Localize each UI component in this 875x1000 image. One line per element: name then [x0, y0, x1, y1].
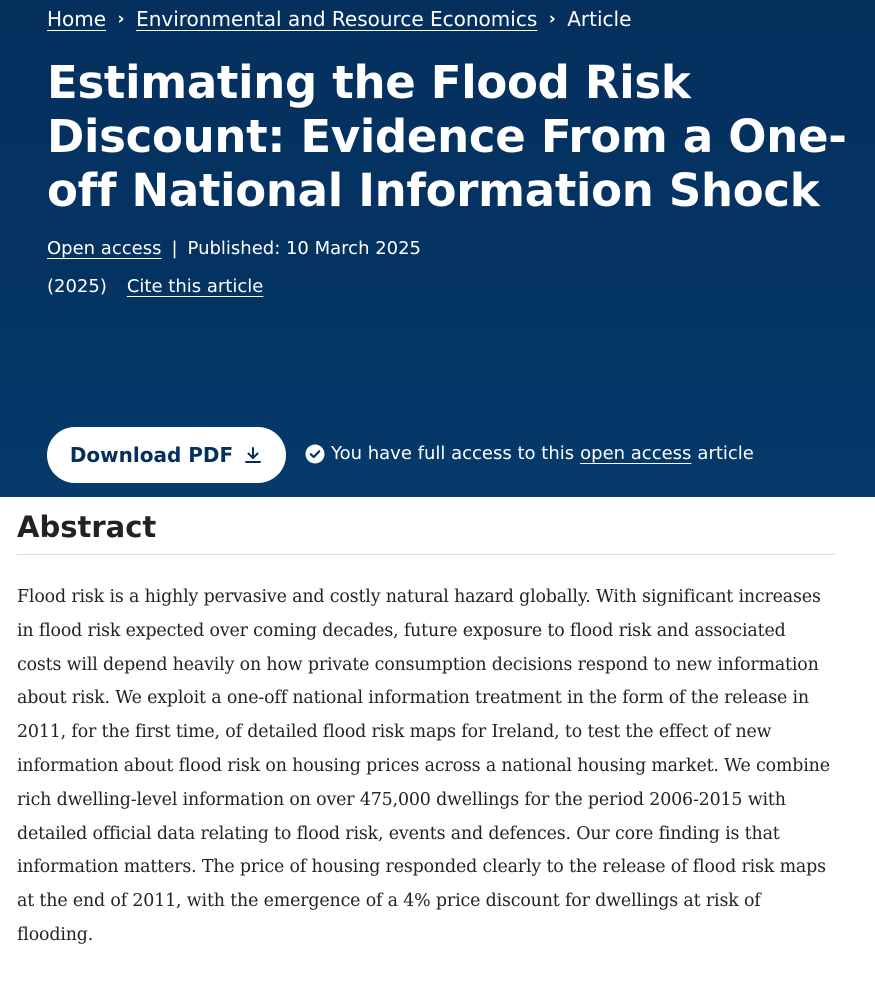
- chevron-right-icon: ›: [117, 9, 125, 29]
- download-pdf-button[interactable]: [47, 427, 286, 483]
- article-citation-row: [47, 275, 263, 299]
- breadcrumb-journal-link[interactable]: Environmental and Resource Economics: [136, 7, 538, 31]
- breadcrumb: [47, 5, 631, 33]
- access-note: [305, 441, 754, 467]
- chevron-right-icon: ›: [548, 9, 556, 29]
- article-meta: [47, 237, 421, 261]
- published-date: Published: 10 March 2025: [187, 238, 422, 259]
- breadcrumb-home-link[interactable]: Home: [47, 7, 107, 31]
- open-access-link[interactable]: Open access: [47, 238, 162, 259]
- breadcrumb-current: Article: [567, 7, 632, 31]
- abstract-section: [17, 507, 835, 953]
- article-header: [0, 0, 875, 497]
- download-icon: [243, 445, 263, 465]
- access-note-prefix: You have full access to this: [331, 443, 575, 464]
- article-title: Estimating the Flood Risk Discount: Evidence From a One-off National Information Shock: [47, 56, 847, 217]
- check-circle-icon: [305, 444, 325, 464]
- download-pdf-label: Download PDF: [69, 443, 234, 467]
- abstract-heading: Abstract: [17, 507, 835, 555]
- meta-separator: |: [171, 238, 178, 259]
- abstract-text: Flood risk is a highly pervasive and costly natural hazard globally. With significant increases in flood risk expected over coming decades, future exposure to flood risk and associated costs will depend heavily on how private consumption decisions respond to new information about risk. We exploit a one-off national information treatment in the form of the release in 2011, for the first time, of detailed flood risk maps for Ireland, to test the effect of new information about flood risk on housing prices across a national housing market. We combine rich dwelling-level information on over 475,000 dwellings for the period 2006-2015 with detailed official data relating to flood risk, events and defences. Our core finding is that information matters. The price of housing responded clearly to the release of flood risk maps at the end of 2011, with the emergence of a 4% price discount for dwellings at risk of flooding.: [17, 587, 830, 945]
- access-note-open-access-link[interactable]: open access: [580, 443, 692, 464]
- article-year: (2025): [47, 276, 107, 297]
- cite-this-article-link[interactable]: Cite this article: [126, 276, 264, 297]
- access-note-suffix: article: [697, 443, 754, 464]
